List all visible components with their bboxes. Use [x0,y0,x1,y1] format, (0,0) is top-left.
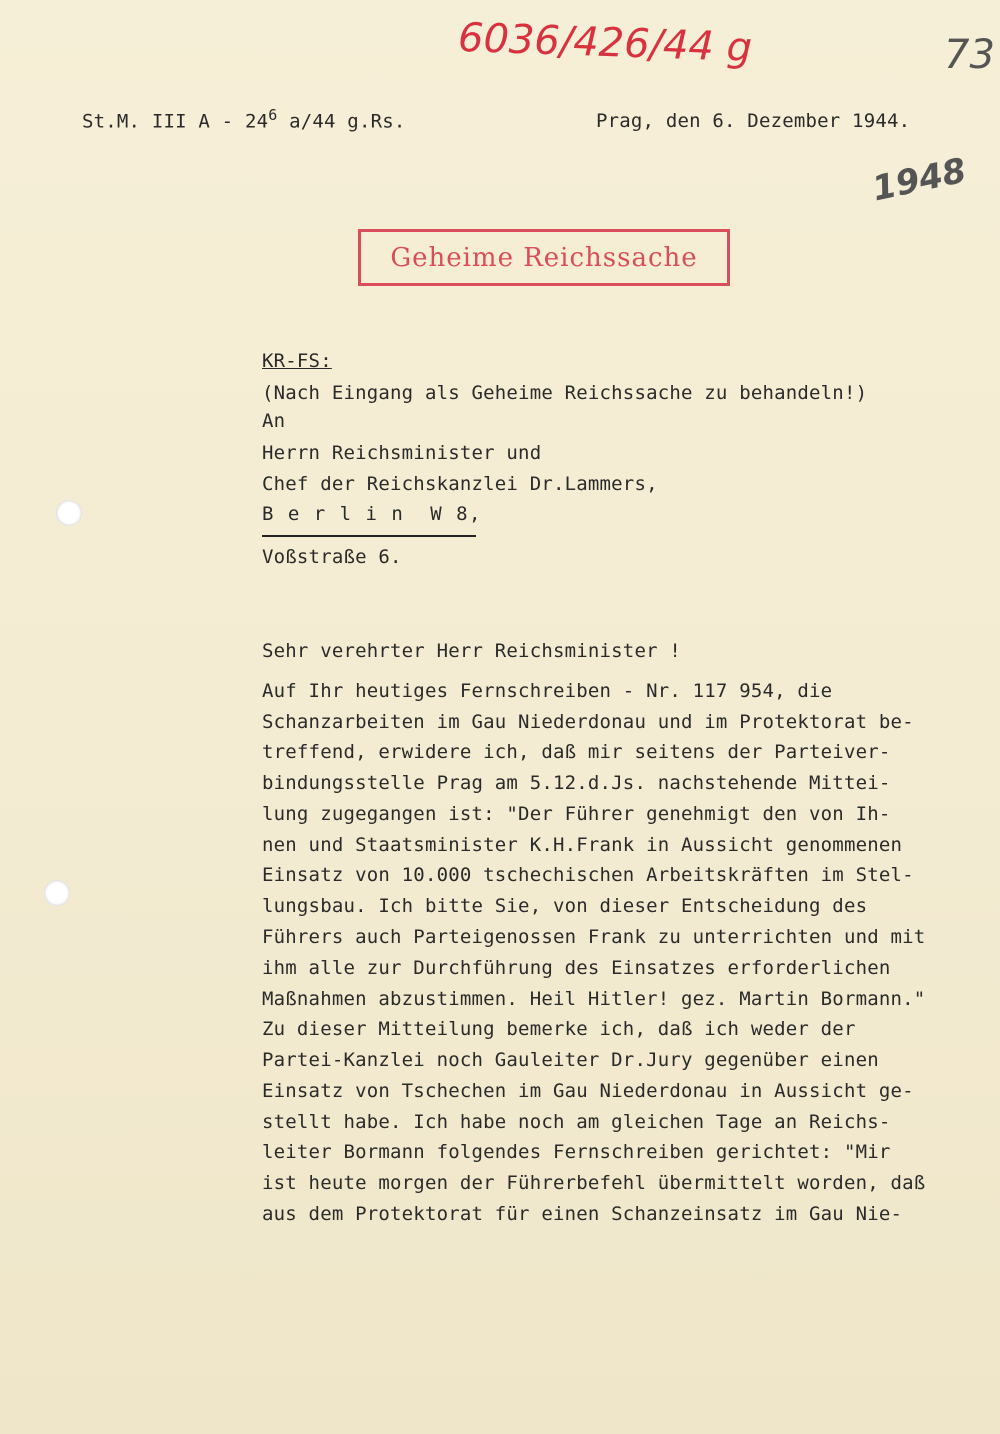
reference-main: St.M. III A - 24 [82,110,269,133]
reference-superscript: 6 [268,106,278,124]
salutation: Sehr verehrter Herr Reichsminister ! [262,640,682,662]
transmission-type: KR-FS: [262,350,332,372]
address-street: Voßstraße 6. [262,546,402,568]
body-line: Auf Ihr heutiges Fernschreiben - Nr. 117 954, die [262,680,833,702]
body-line: Führers auch Parteigenossen Frank zu unterrichten und mit [262,926,926,948]
body-line: Zu dieser Mitteilung bemerke ich, daß ich weder der [262,1018,856,1040]
body-line: Einsatz von 10.000 tschechischen Arbeitskräften im Stel- [262,864,914,886]
address-line-2: Chef der Reichskanzlei Dr.Lammers, [262,473,658,495]
body-line: bindungsstelle Prag am 5.12.d.Js. nachstehende Mittei- [262,772,891,794]
punch-hole-top [56,500,82,526]
body-line: Schanzarbeiten im Gau Niederdonau und im Protektorat be- [262,711,914,733]
address-divider [262,535,476,537]
body-line: ihm alle zur Durchführung des Einsatzes erforderlichen [262,957,891,979]
classification-stamp: Geheime Reichssache [358,229,730,286]
page-number: 73 [944,32,995,78]
place-date: Prag, den 6. Dezember 1944. [596,110,911,132]
body-line: Maßnahmen abzustimmen. Heil Hitler! gez. Martin Bormann." [262,988,926,1010]
body-line: Einsatz von Tschechen im Gau Niederdonau in Aussicht ge- [262,1080,914,1102]
body-line: lungsbau. Ich bitte Sie, von dieser Entscheidung des [262,895,868,917]
body-line: aus dem Protektorat für einen Schanzeinsatz im Gau Nie- [262,1203,903,1225]
body-line: lung zugegangen ist: "Der Führer genehmigt den von Ih- [262,803,891,825]
body-line: ist heute morgen der Führerbefehl übermittelt worden, daß [262,1172,926,1194]
reference-tail: a/44 g.Rs. [277,110,406,133]
reference-number [82,106,406,132]
handwritten-initials: 1948 [868,150,970,210]
punch-hole-bottom [44,880,70,906]
address-city: B e r l i n W 8, [262,503,482,525]
red-file-number: 6036/426/44 g [457,14,753,72]
body-line: Partei-Kanzlei noch Gauleiter Dr.Jury gegenüber einen [262,1049,879,1071]
body-line: treffend, erwidere ich, daß mir seitens der Parteiver- [262,741,891,763]
handling-note: (Nach Eingang als Geheime Reichssache zu behandeln!) [262,382,868,404]
address-to: An [262,410,286,432]
body-line: leiter Bormann folgendes Fernschreiben gerichtet: "Mir [262,1141,891,1163]
body-line: stellt habe. Ich habe noch am gleichen Tage an Reichs- [262,1111,891,1133]
body-line: nen und Staatsminister K.H.Frank in Aussicht genommenen [262,834,903,856]
address-line-1: Herrn Reichsminister und [262,442,542,464]
